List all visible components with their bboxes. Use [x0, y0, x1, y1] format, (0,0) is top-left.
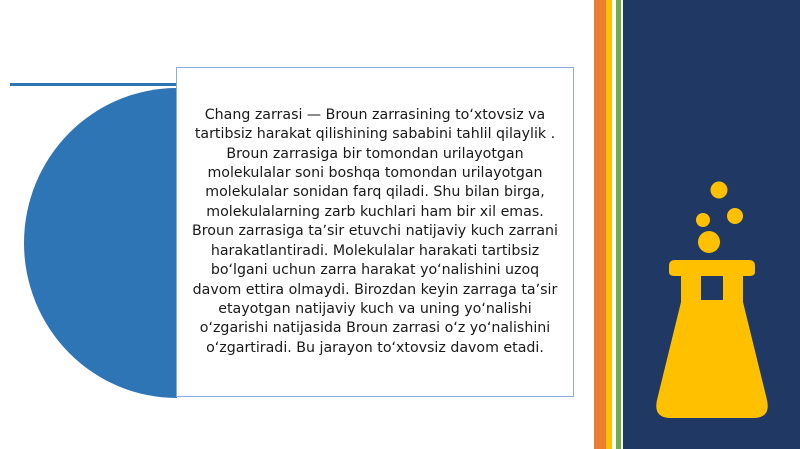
stripe-orange	[594, 0, 606, 449]
flask-body	[656, 260, 767, 418]
decorative-half-circle	[24, 88, 177, 398]
body-text: Chang zarrasi — Broun zarrasining toʻxtovsiz va tartibsiz harakat qilishining sababini tahlil qilaylik . Broun zarrasiga bir tomondan urilayotgan molekulalar soni boshqa tomondan urilayotgan molekulalar sonidan farq qiladi. Shu bilan birga, molekulalarning zarb kuchlari ham bir xil emas. Broun zarrasiga taʼsir etuvchi natijaviy kuch zarrani harakatlantiradi. Molekulalar harakati tartibsiz boʻlgani uchun zarra harakat yoʻnalishini uzoq davom ettira olmaydi. Birozdan keyin zarraga taʼsir etayotgan natijaviy kuch va uning yoʻnalishi oʻzgarishi natijasida Broun zarrasi oʻz yoʻnalishini oʻzgartiradi. Bu jarayon toʻxtovsiz davom etadi.	[192, 106, 558, 356]
bubble-icon	[696, 213, 710, 227]
text-box	[176, 67, 574, 397]
lab-flask-icon	[623, 0, 800, 449]
bubble-icon	[727, 208, 743, 224]
accent-line	[10, 83, 176, 86]
bubble-icon	[711, 182, 728, 199]
bubble-icon	[698, 231, 720, 253]
